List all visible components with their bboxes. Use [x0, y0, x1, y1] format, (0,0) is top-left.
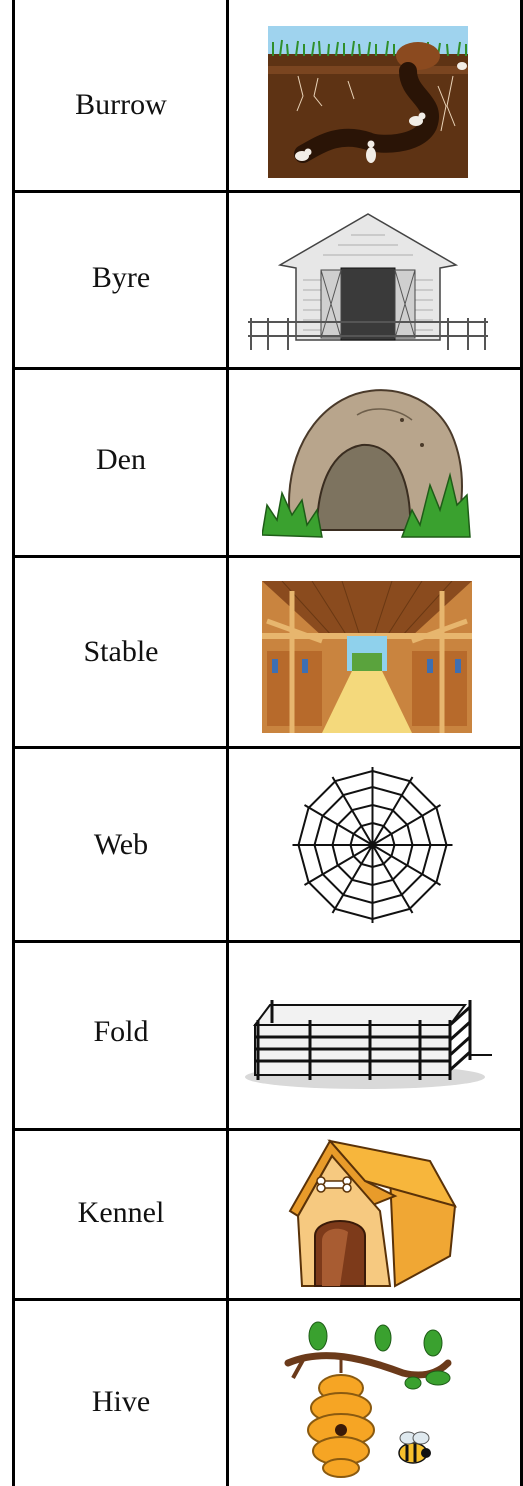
- animal-home-name: Hive: [91, 1385, 151, 1418]
- row-divider: [12, 1128, 523, 1131]
- table-left-border: [12, 0, 15, 1486]
- row-divider: [12, 367, 523, 370]
- animal-home-name: Byre: [91, 261, 151, 294]
- animal-home-name: Burrow: [75, 88, 167, 121]
- wooden-barn-illustration: [243, 210, 493, 355]
- row-divider: [12, 940, 523, 943]
- wooden-sheep-pen-illustration: [240, 985, 495, 1095]
- animal-home-name: Kennel: [77, 1196, 165, 1229]
- row-divider: [12, 1298, 523, 1301]
- horse-stable-interior-illustration: [262, 581, 472, 733]
- beehive-on-branch-illustration: [283, 1318, 453, 1483]
- animal-home-name: Den: [96, 443, 146, 476]
- burrow-rabbit-illustration: [268, 26, 468, 178]
- animal-home-name: Fold: [93, 1015, 149, 1048]
- dog-kennel-illustration: [270, 1136, 460, 1291]
- animal-home-name: Web: [93, 828, 149, 861]
- animal-home-name: Stable: [83, 635, 159, 668]
- rock-cave-den-illustration: [262, 375, 472, 540]
- table-column-divider: [226, 0, 229, 1486]
- row-divider: [12, 746, 523, 749]
- row-divider: [12, 555, 523, 558]
- spider-web-illustration: [290, 765, 455, 925]
- row-divider: [12, 190, 523, 193]
